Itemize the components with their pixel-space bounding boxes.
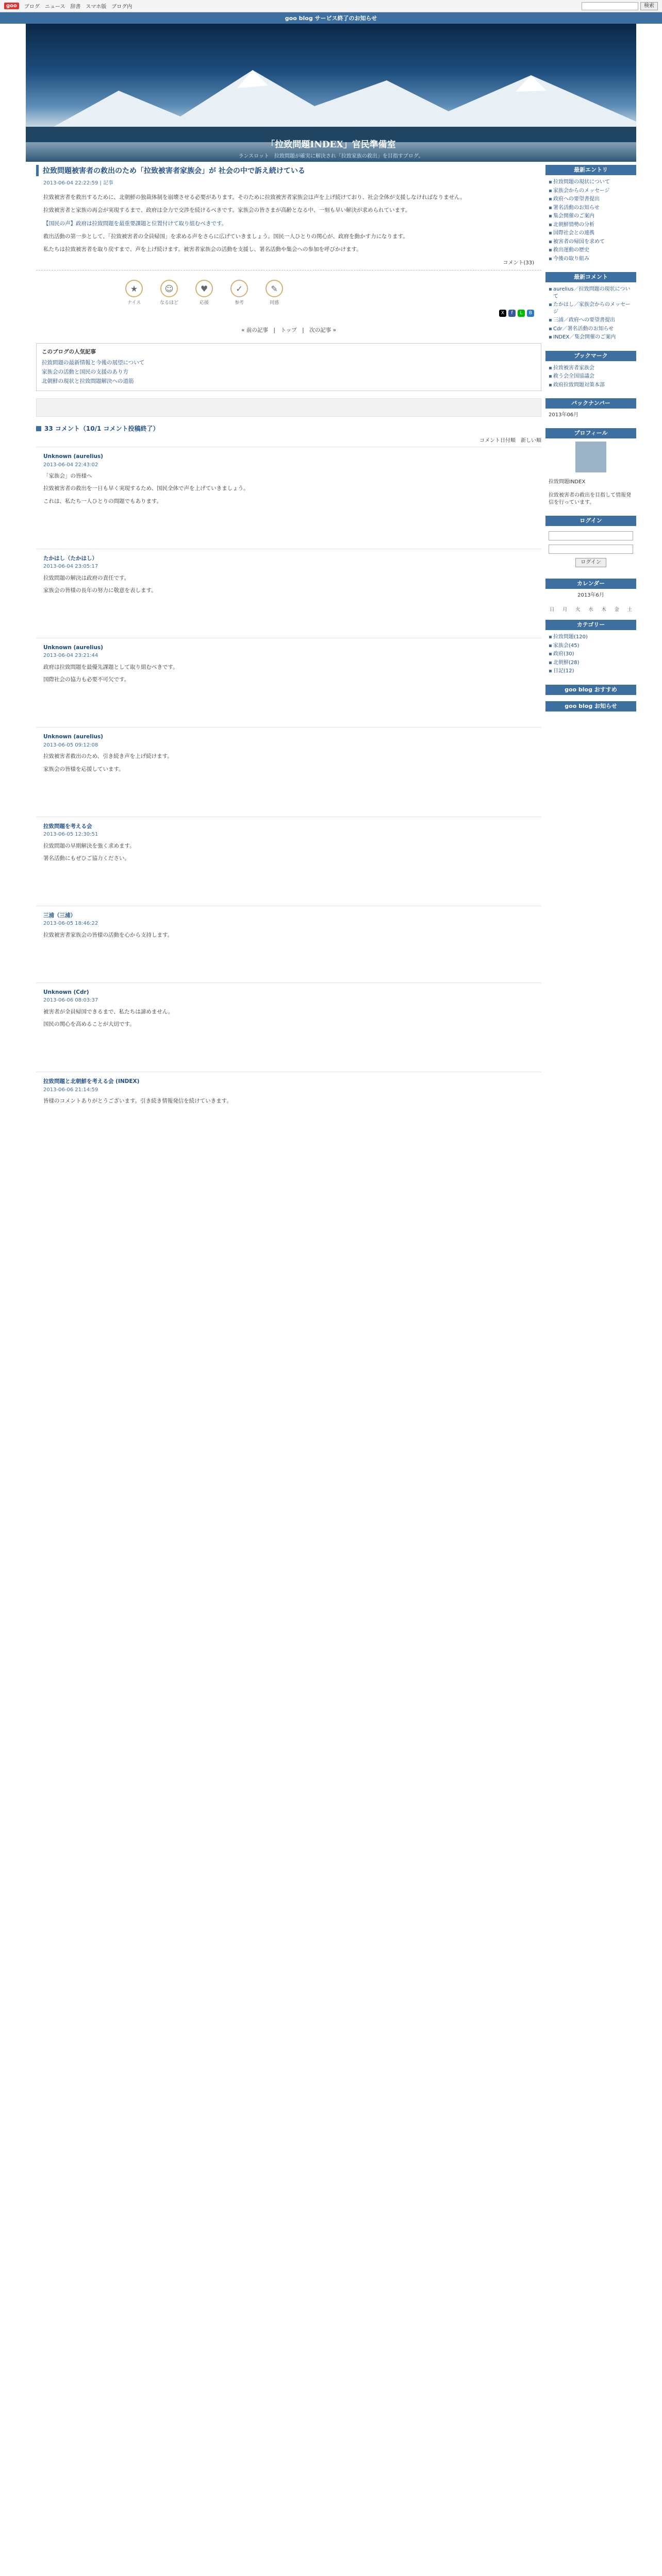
comment-count-link[interactable]: コメント(33): [503, 260, 534, 266]
comment-author[interactable]: Unknown (aurelius): [43, 734, 103, 740]
article-paragraph: 私たちは拉致被害者を取り戻すまで、声を上げ続けます。被害者家族会の活動を支援し、署名活動や集会への参加を呼びかけます。: [43, 246, 362, 253]
calendar-day-header: 火: [575, 607, 581, 613]
reaction-icon: ☺: [160, 280, 178, 297]
profile-text: 拉致被害者の救出を目指して情報発信を行っています。: [549, 493, 631, 505]
comment-item: [36, 638, 541, 727]
comment-author[interactable]: 三浦（三浦）: [43, 912, 76, 919]
login-password-field[interactable]: [549, 545, 633, 554]
comment-line: 国際社会の協力も必要不可欠です。: [43, 676, 130, 683]
calendar-day-header: 木: [601, 607, 606, 613]
heading-square-icon: [36, 426, 41, 431]
recent-entry[interactable]: ▪ 国際社会との連携: [549, 230, 633, 237]
reaction-button[interactable]: [124, 280, 144, 306]
comment-line: 拉致被害者救出のため、引き続き声を上げ続けます。: [43, 753, 173, 760]
goo-recommend-widget: [545, 685, 636, 695]
comment-line: 家族会の皆様の長年の努力に敬意を表します。: [43, 587, 157, 594]
category-link[interactable]: ▪ 家族会(45): [549, 642, 633, 650]
blog-subtitle: ランスロット 拉致問題が確実に解決され「拉致家族の救出」を目指すブログ。: [238, 154, 424, 159]
comment-date: 2013-06-04 23:21:44: [43, 653, 98, 659]
comment-author[interactable]: 拉致問題を考える会: [43, 823, 92, 829]
calendar-day-header: 月: [562, 607, 568, 613]
reaction-icon: ✓: [230, 280, 248, 297]
comment-line: 拉致被害者家族会の皆様の活動を心から支持します。: [43, 931, 173, 938]
recent-entry[interactable]: ▪ 救出運動の歴史: [549, 247, 633, 254]
reaction-icon: ★: [125, 280, 143, 297]
reaction-label: 同感: [269, 300, 279, 306]
reaction-button[interactable]: [159, 280, 179, 306]
comment-line: 皆様のコメントありがとうございます。引き続き情報発信を続けていきます。: [43, 1098, 232, 1105]
recent-entries-widget: [545, 165, 636, 266]
ad-banner[interactable]: [36, 398, 541, 417]
comments-heading: [36, 424, 541, 433]
search-input[interactable]: [582, 2, 638, 10]
comment-date: 2013-06-04 22:43:02: [43, 462, 98, 468]
reaction-label: 参考: [234, 300, 244, 306]
comment-line: 拉致被害者の救出を一日も早く実現するため、国民全体で声を上げていきましょう。: [43, 485, 249, 492]
calendar-day-header: 日: [549, 607, 555, 613]
recent-comments-widget: [545, 272, 636, 345]
comment-item: [36, 549, 541, 638]
profile-widget: [545, 428, 636, 510]
reaction-button[interactable]: [194, 280, 214, 306]
calendar-table: [545, 604, 636, 614]
comment-item: [36, 906, 541, 982]
bookmarks-widget: [545, 351, 636, 393]
comment-item: [36, 982, 541, 1072]
comment-item: [36, 1072, 541, 1112]
top-bar: [0, 0, 662, 12]
comment-date: 2013-06-05 09:12:08: [43, 742, 98, 748]
share-buttons: [36, 310, 534, 317]
comment-author[interactable]: たかはし（たかはし）: [43, 555, 97, 562]
comment-author[interactable]: 拉致問題と北朝鮮を考える会 (INDEX): [43, 1078, 140, 1085]
backnumber-widget: [545, 398, 636, 422]
widget-heading: ログイン: [545, 516, 636, 526]
widget-heading: goo blog お知らせ: [545, 701, 636, 711]
calendar-month: 2013年6月: [577, 592, 604, 598]
comment-line: 政府は拉致問題を最優先課題として取り組むべきです。: [43, 664, 178, 670]
facebook-share-icon[interactable]: f: [508, 310, 516, 317]
comment-line: 署名活動にもぜひご協力ください。: [43, 855, 130, 861]
article-paragraph: 拉致被害者を救出するために、北朝鮮の独裁体制を崩壊させる必要があります。そのために拉致被害者家族会は声を上げ続けており、社会全体が支援しなければなりません。: [43, 194, 466, 200]
article-title[interactable]: [36, 165, 541, 176]
mountain-image: [26, 60, 636, 142]
blog-title[interactable]: 「拉致問題INDEX」官民準備室: [266, 140, 396, 150]
comment-item: [36, 817, 541, 906]
hatena-share-icon[interactable]: B: [527, 310, 534, 317]
comment-line: 国民の関心を高めることが大切です。: [43, 1021, 135, 1028]
recent-comment[interactable]: ▪ aurelius／拉致問題の現状について: [549, 286, 633, 300]
line-share-icon[interactable]: L: [518, 310, 525, 317]
search-button[interactable]: 検索: [640, 2, 658, 10]
recent-entry[interactable]: ▪ 集会開催のご案内: [549, 213, 633, 220]
popular-articles: [36, 343, 541, 391]
article-paragraph: 救出活動の第一歩として、「拉致被害者の全員帰国」を求める声をさらに広げていきましょう。国民一人ひとりの関心が、政府を動かす力になります。: [43, 233, 408, 240]
comment-author[interactable]: Unknown (aurelius): [43, 453, 103, 460]
bookmark-link[interactable]: ▪ 救う会全国協議会: [549, 373, 633, 380]
recent-entry[interactable]: ▪ 政府への要望書提出: [549, 196, 633, 203]
sidebar: [545, 165, 636, 718]
widget-heading: goo blog おすすめ: [545, 685, 636, 695]
comment-sort[interactable]: コメント日付順 新しい順: [479, 438, 541, 444]
recent-entry[interactable]: ▪ 今後の取り組み: [549, 256, 633, 263]
recent-entry[interactable]: ▪ 拉致問題の現状について: [549, 179, 633, 186]
recent-entry[interactable]: ▪ 署名活動のお知らせ: [549, 205, 633, 212]
main-column: [36, 165, 541, 1112]
reaction-label: なるほど: [159, 300, 178, 306]
article-meta: 2013-06-04 22:22:59 | 記事: [43, 180, 113, 186]
comment-line: 被害者が全員帰国できるまで、私たちは諦めません。: [43, 1008, 174, 1015]
calendar-day-header: 金: [614, 607, 620, 613]
article-body: [36, 193, 541, 253]
recent-entry[interactable]: ▪ 北朝鮮情勢の分析: [549, 222, 633, 229]
category-link[interactable]: ▪ 北朝鮮(28): [549, 659, 633, 667]
widget-heading: 最新コメント: [545, 272, 636, 282]
widget-heading: プロフィール: [545, 428, 636, 438]
login-widget: [545, 516, 636, 572]
widget-heading: ブックマーク: [545, 351, 636, 361]
popular-item[interactable]: 拉致問題の最新情報と今後の展望について: [42, 360, 145, 366]
top-search: [582, 2, 658, 10]
calendar-widget: [545, 579, 636, 614]
comment-date: 2013-06-06 21:14:59: [43, 1087, 98, 1093]
backnumber-select[interactable]: 2013年06月: [549, 412, 579, 418]
popular-item[interactable]: 北朝鮮の現状と拉致問題解決への道筋: [42, 378, 134, 385]
comments-heading-text: 33 コメント（10/1 コメント投稿終了）: [44, 425, 159, 433]
comment-date: 2013-06-05 12:30:51: [43, 832, 98, 838]
category-link[interactable]: ▪ 政府(30): [549, 651, 633, 658]
top-links[interactable]: ブログ ニュース 辞書 スマホ版 ブログ内: [24, 4, 133, 10]
goo-news-widget: [545, 701, 636, 711]
recent-comment[interactable]: ▪ たかはし／家族会からのメッセージ: [549, 301, 633, 315]
article-paragraph: 【国民の声】政府は拉致問題を最重要課題と位置付けて取り組むべきです。: [43, 220, 227, 227]
comment-item: [36, 447, 541, 549]
widget-heading: バックナンバー: [545, 398, 636, 409]
profile-name[interactable]: 拉致問題INDEX: [549, 479, 586, 485]
bookmark-link[interactable]: ▪ 拉致被害者家族会: [549, 365, 633, 372]
x-share-icon[interactable]: X: [499, 310, 506, 317]
comment-line: 家族会の皆様を応援しています。: [43, 766, 124, 772]
category-link[interactable]: ▪ 日記(12): [549, 668, 633, 675]
notice-text[interactable]: goo blog サービス終了のお知らせ: [285, 15, 377, 22]
reaction-icon: ♥: [195, 280, 213, 297]
reaction-button[interactable]: [229, 280, 250, 306]
goo-logo[interactable]: goo: [4, 3, 19, 9]
comment-line: これは、私たち一人ひとりの問題でもあります。: [43, 498, 162, 504]
profile-avatar: [575, 442, 606, 472]
reaction-label: ナイス: [127, 300, 141, 306]
categories-widget: [545, 620, 636, 679]
recent-comment[interactable]: ▪ Cdr／署名活動のお知らせ: [549, 326, 633, 333]
reaction-icon: ✎: [266, 280, 283, 297]
comment-line: 拉致問題の早期解決を強く求めます。: [43, 842, 135, 849]
reaction-label: 応援: [199, 300, 209, 306]
comment-author[interactable]: Unknown (Cdr): [43, 989, 89, 996]
calendar-day-header: 土: [627, 607, 633, 613]
recent-comment[interactable]: ▪ INDEX／集会開催のご案内: [549, 334, 633, 341]
widget-heading: 最新エントリ: [545, 165, 636, 175]
recent-entry[interactable]: ▪ 被害者の帰国を求めて: [549, 239, 633, 246]
recent-comment[interactable]: ▪ 三浦／政府への要望書提出: [549, 317, 633, 324]
comment-line: 拉致問題の解決は政府の責任です。: [43, 574, 130, 581]
comment-date: 2013-06-04 23:05:17: [43, 564, 98, 570]
comment-item: [36, 727, 541, 816]
popular-item[interactable]: 家族会の活動と国民の支援のあり方: [42, 369, 128, 376]
blog-header: [26, 24, 636, 162]
widget-heading: カレンダー: [545, 579, 636, 589]
comment-date: 2013-06-06 08:03:37: [43, 997, 98, 1004]
article-paragraph: 拉致被害者と家族の再会が実現するまで、政府は全力で交渉を続けるべきです。家族会の皆さまが高齢となる中、一刻も早い解決が求められています。: [43, 207, 411, 214]
calendar-day-header: 水: [588, 607, 593, 613]
comment-author[interactable]: Unknown (aurelius): [43, 645, 103, 651]
article-nav[interactable]: « 前の記事 | トップ | 次の記事 »: [241, 327, 336, 334]
service-notice[interactable]: [0, 12, 662, 24]
login-id-field[interactable]: [549, 531, 633, 540]
login-button[interactable]: ログイン: [575, 558, 606, 567]
reaction-buttons: [124, 280, 541, 306]
recent-entry[interactable]: ▪ 家族会からのメッセージ: [549, 188, 633, 195]
reaction-button[interactable]: [264, 280, 285, 306]
widget-heading: カテゴリー: [545, 620, 636, 630]
comment-date: 2013-06-05 18:46:22: [43, 921, 98, 927]
category-link[interactable]: ▪ 拉致問題(120): [549, 634, 633, 641]
comment-line: 「家族会」の皆様へ: [43, 473, 92, 480]
article-title-text[interactable]: 拉致問題被害者の救出のため「拉致被害者家族会」が 社会の中で訴え続けている: [43, 167, 305, 175]
popular-heading: このブログの人気記事: [42, 349, 96, 355]
bookmark-link[interactable]: ▪ 政府拉致問題対策本部: [549, 382, 633, 389]
